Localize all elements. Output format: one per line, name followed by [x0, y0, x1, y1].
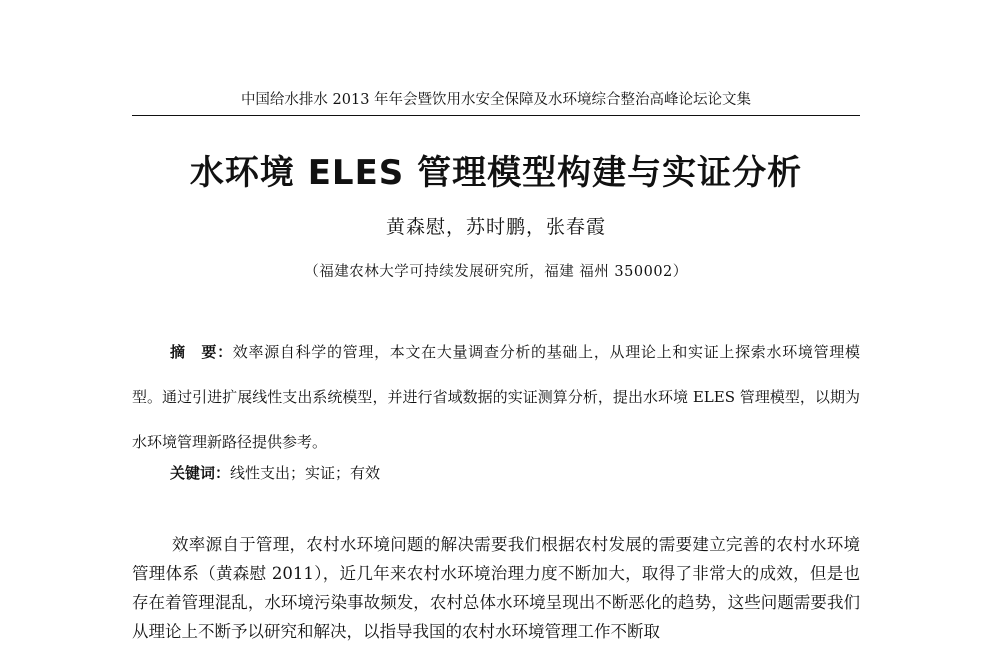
keywords-text: 线性支出；实证；有效 [230, 464, 381, 482]
header-rule [132, 115, 860, 116]
abstract-label: 摘 要： [170, 343, 233, 361]
abstract-text: 效率源自科学的管理，本文在大量调查分析的基础上，从理论上和实证上探索水环境管理模型。通过引进扩展线性支出系统模型，并进行省域数据的实证测算分析，提出水环境 ELES 管理模型，以期为水环境管理新路径提供参考。 [132, 343, 860, 451]
body-paragraph: 效率源自于管理，农村水环境问题的解决需要我们根据农村发展的需要建立完善的农村水环境管理体系（黄森慰 2011），近几年来农村水环境治理力度不断加大，取得了非常大的成效，但是也存在着管理混乱，水环境污染事故频发，农村总体水环境呈现出不断恶化的趋势，这些问题需要我们从理论上不断予以研究和解决，以指导我国的农村水环境管理工作不断取 [132, 535, 860, 641]
keywords [170, 462, 860, 483]
affiliation: （福建农林大学可持续发展研究所，福建 福州 350002） [304, 264, 688, 280]
paper-title: 水环境 ELES 管理模型构建与实证分析 [189, 153, 803, 193]
abstract [132, 330, 860, 465]
authors: 黄森慰，苏时鹏，张春霞 [385, 216, 606, 238]
keywords-label: 关键词： [170, 464, 231, 482]
running-header: 中国给水排水 2013 年年会暨饮用水安全保障及水环境综合整治高峰论坛论文集 [240, 92, 752, 108]
